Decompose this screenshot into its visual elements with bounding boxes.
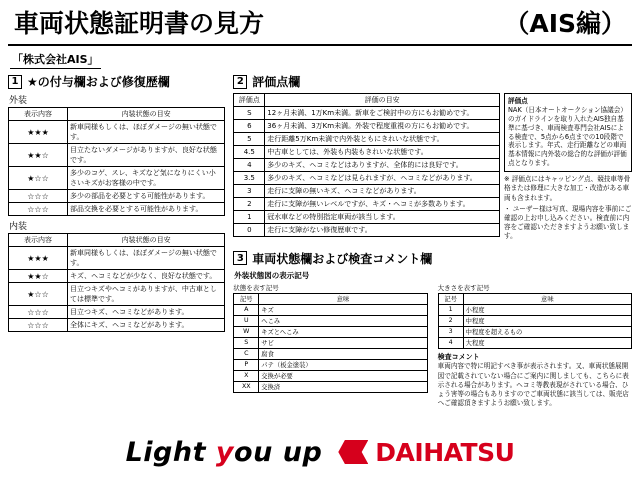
score: 5 [234, 133, 265, 146]
rating-stars: ☆☆☆ [9, 203, 68, 216]
score: 0 [234, 224, 265, 237]
table-row [234, 359, 427, 370]
section2-title: 評価点欄 [252, 75, 301, 89]
symbol: W [234, 326, 259, 337]
rating-table [233, 93, 500, 237]
table-row [234, 337, 427, 348]
table-row [234, 370, 427, 381]
table-row [234, 348, 427, 359]
symbol-right-caption: 大きさを表す記号 [437, 283, 490, 292]
rating-desc: 新車同様もしくは、ほぼダメージの無い状態です。 [68, 121, 225, 144]
score-desc: 走行に支障が無いレベルですが、キズ・ヘコミが多数あります。 [265, 198, 500, 211]
rating-stars: ★★☆ [9, 144, 68, 167]
score-desc: 走行に支障の無いキズ、ヘコミなどがあります。 [265, 185, 500, 198]
section3-title: 車両状態欄および検査コメント欄 [252, 251, 433, 266]
rating-desc: 目立つキズ、ヘコミなどがあります。 [68, 306, 225, 319]
section1-heading [8, 73, 225, 90]
rating-stars: ★☆☆ [9, 283, 68, 306]
size-symbol: 3 [438, 326, 463, 337]
column-header: 記号 [438, 293, 463, 304]
rating-desc: 多少のコゲ、スレ、キズなど気になりにくい小さいキズがお客様の中です。 [68, 167, 225, 190]
table-row [438, 315, 631, 326]
table-row [438, 304, 631, 315]
table-header-row [234, 293, 427, 304]
symbol: C [234, 348, 259, 359]
exterior-table [8, 107, 225, 216]
rating-stars: ☆☆☆ [9, 306, 68, 319]
daihatsu-logo [338, 438, 514, 467]
column-header: 評価点 [234, 94, 265, 107]
table-row [438, 326, 631, 337]
size-symbol: 2 [438, 315, 463, 326]
symbol-meaning: 交換が必要 [259, 370, 427, 381]
score-desc: 12ヶ月未満、1万Km未満。新車をご検討中の方にもお勧めです。 [265, 107, 500, 120]
column-header: 意味 [463, 293, 631, 304]
score-desc: 走行距離5万Km未満で内外装ともにきれいな状態です。 [265, 133, 500, 146]
table-header-row [234, 94, 500, 107]
logo-light-text: Light [125, 436, 207, 468]
page-title: 車両状態証明書の見方 [14, 9, 265, 38]
symbol-table-right-wrap [438, 283, 632, 409]
score-desc: 多少のキズ、ヘコミなどは見られますが、ヘコミなどがあります。 [265, 172, 500, 185]
table-header-row [9, 108, 225, 121]
table-row [234, 326, 427, 337]
symbol-tables [233, 283, 632, 409]
symbol-meaning: 腐食 [259, 348, 427, 359]
symbol-meaning: キズ [259, 304, 427, 315]
rating-stars: ★★★ [9, 121, 68, 144]
logo-u-text: u [253, 436, 273, 468]
table-row [9, 190, 225, 203]
table-row [234, 185, 500, 198]
table-row [9, 270, 225, 283]
symbol: U [234, 315, 259, 326]
table-header-row [438, 293, 631, 304]
table-row [9, 144, 225, 167]
rating-stars: ★★☆ [9, 270, 68, 283]
symbol-table-right [438, 293, 632, 349]
score: S [234, 107, 265, 120]
table-row [234, 198, 500, 211]
table-row [234, 107, 500, 120]
table-row [234, 315, 427, 326]
rating-desc: 多少の部品を必要とする可能性があります。 [68, 190, 225, 203]
column-header: 表示内容 [9, 108, 68, 121]
symbol: P [234, 359, 259, 370]
rating-note-box [504, 93, 632, 172]
left-column [8, 72, 225, 409]
comment-note [438, 353, 632, 409]
rating-desc: 全体にキズ、ヘコミなどがあります。 [68, 319, 225, 332]
rating-note-user: ・ ユーザー様は写真、現場内容を事前にご確認の上お申し込みください。検査前に内容をご確認いただきますようお願い致します。 [504, 204, 632, 241]
column-header: 記号 [234, 293, 259, 304]
table-row [9, 319, 225, 332]
score: 1 [234, 211, 265, 224]
table-row [234, 146, 500, 159]
table-row [9, 247, 225, 270]
section1-number: 1 [8, 75, 22, 89]
size-meaning: 大程度 [463, 337, 631, 348]
symbol: S [234, 337, 259, 348]
rating-note-title: 評価点 [508, 97, 528, 105]
symbol-left-caption: 状態を表す記号 [233, 283, 279, 292]
symbol: XX [234, 381, 259, 392]
exterior-label: 外装 [9, 96, 28, 106]
daihatsu-brand-text: DAIHATSU [375, 437, 515, 467]
table-row [234, 224, 500, 237]
symbol-meaning: へこみ [259, 315, 427, 326]
rating-stars: ☆☆☆ [9, 190, 68, 203]
size-meaning: 中程度を超えるもの [463, 326, 631, 337]
column-header: 内装状態の目安 [68, 108, 225, 121]
rating-stars: ★☆☆ [9, 167, 68, 190]
section2-number: 2 [233, 75, 247, 89]
symbol: A [234, 304, 259, 315]
score: 2 [234, 198, 265, 211]
rating-desc: 新車同様もしくは、ほぼダメージの無い状態です。 [68, 247, 225, 270]
symbol-meaning: キズとへこみ [259, 326, 427, 337]
score: 4 [234, 159, 265, 172]
rating-desc: 目立たないダメージがありますが、良好な状態です。 [68, 144, 225, 167]
table-row [9, 167, 225, 190]
table-row [9, 203, 225, 216]
score: 4.5 [234, 146, 265, 159]
section3-subtitle: 外装状態図の表示記号 [234, 270, 310, 280]
table-row [234, 304, 427, 315]
table-row [9, 306, 225, 319]
section3-heading [233, 250, 632, 267]
content-columns [0, 72, 640, 409]
comment-note-title: 検査コメント [437, 352, 480, 361]
score-desc: 走行に支障がない修復歴車です。 [265, 224, 500, 237]
size-meaning: 中程度 [463, 315, 631, 326]
table-row [234, 211, 500, 224]
symbol: X [234, 370, 259, 381]
rating-table-wrap [233, 93, 500, 237]
score: 3.5 [234, 172, 265, 185]
rating-stars: ☆☆☆ [9, 319, 68, 332]
logo-up-text: up [282, 436, 323, 468]
table-row [9, 121, 225, 144]
score-desc: 冠水車などの特別指定車両が該当します。 [265, 211, 500, 224]
comment-note-body: 車両内容で特に明記すべき事が表示されます。又、車両状態展開図で記載されていない場合にご案内に関しましても、こちらに表示される場合があります。ヘコミ等教表現がされている場合、ひょう害等の場合もありますのでご車両状態に該当しては、販売店へご確認頂きますようお願い致します。 [437, 362, 629, 408]
column-header: 内装状態の目安 [68, 234, 225, 247]
rating-desc: 目立つキズやヘコミがありますが、中古車としては標準です。 [68, 283, 225, 306]
rating-note-column [504, 93, 632, 244]
table-row [438, 337, 631, 348]
logo-o-text: o [234, 436, 254, 468]
interior-label: 内装 [9, 222, 28, 232]
right-column [233, 72, 632, 409]
size-meaning: 小程度 [463, 304, 631, 315]
interior-table [8, 233, 225, 332]
column-header: 意味 [259, 293, 427, 304]
rating-note-star: ※ 評価点にはキャッピング点、競技車等骨格または修理に大きな加工・改造がある車両も含まれます。 [504, 175, 631, 202]
table-row [234, 159, 500, 172]
symbol-meaning: 交換済 [259, 381, 427, 392]
size-symbol: 4 [438, 337, 463, 348]
company-name: 「株式会社AIS」 [10, 51, 101, 69]
daihatsu-mark-icon [338, 440, 368, 464]
symbol-table-left-wrap [233, 283, 427, 409]
score: 6 [234, 120, 265, 133]
size-symbol: 1 [438, 304, 463, 315]
page-subtitle: （AIS編） [504, 9, 626, 38]
table-row [234, 381, 427, 392]
column-header: 表示内容 [9, 234, 68, 247]
table-row [234, 120, 500, 133]
header-divider [8, 44, 632, 46]
score-desc: 中古車としては、外装も内装もきれいな状態です。 [265, 146, 500, 159]
table-row [234, 133, 500, 146]
rating-stars: ★★★ [9, 247, 68, 270]
document-footer [0, 424, 640, 480]
rating-block [233, 93, 632, 244]
symbol-meaning: パテ（板金塗装） [259, 359, 427, 370]
rating-desc: キズ、ヘコミなどが少なく、良好な状態です。 [68, 270, 225, 283]
score: 3 [234, 185, 265, 198]
rating-desc: 部品交換を必要とする可能性があります。 [68, 203, 225, 216]
rating-note-body: NAK（日本オートオークション協議会）のガイドラインを取り入れたAIS独自基準に基づき、車両検査専門会社AISによる検査で、5点から6点までの10段階で表示します。年式、走行距離などの車両基本情報に内外装の総合的な評価が評価点となります。 [508, 105, 627, 168]
section1-title: ★の付与欄および修復歴欄 [27, 75, 170, 89]
document-header [0, 0, 640, 42]
rating-extra-notes [504, 175, 632, 242]
symbol-meaning: サビ [259, 337, 427, 348]
lightyou-up-logo [126, 437, 323, 468]
score-desc: 36ヶ月未満、3万Km未満。外装で程度重視の方にもお勧めです。 [265, 120, 500, 133]
table-row [234, 172, 500, 185]
logo-y-text: y [215, 436, 235, 468]
table-header-row [9, 234, 225, 247]
score-desc: 多少のキズ、ヘコミなどはありますが、全体的には良好です。 [265, 159, 500, 172]
section2-heading [233, 73, 632, 90]
section3-number: 3 [233, 251, 247, 265]
table-row [9, 283, 225, 306]
symbol-table-left [233, 293, 427, 393]
column-header: 評価の目安 [265, 94, 500, 107]
